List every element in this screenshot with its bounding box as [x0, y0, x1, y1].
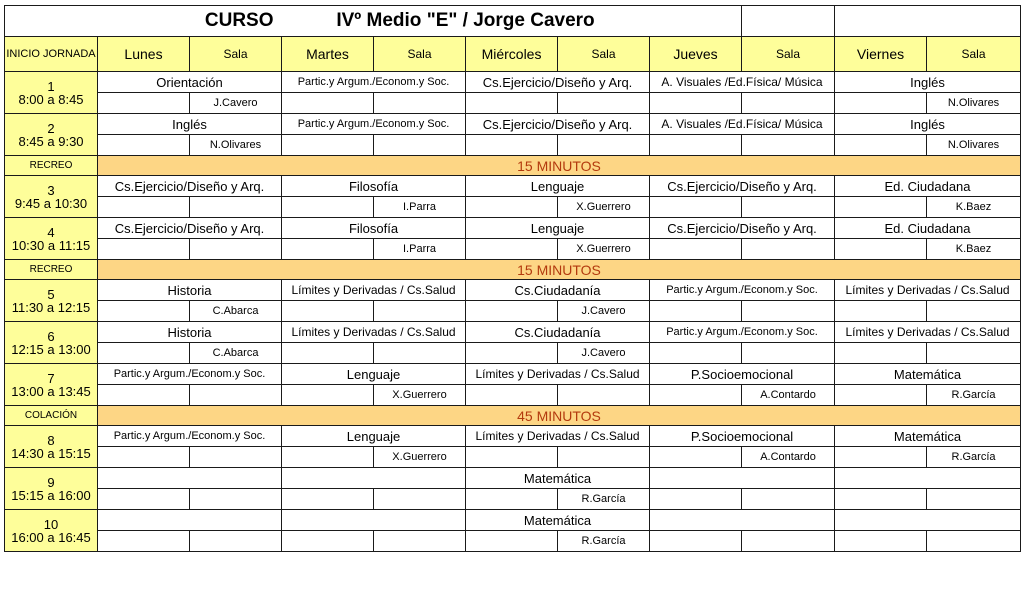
teacher-cell: K.Baez: [927, 197, 1021, 218]
curso-label: CURSO: [5, 6, 282, 37]
break-label: RECREO: [5, 156, 98, 176]
break-duration: 45 MINUTOS: [98, 406, 1021, 426]
subject-cell: Lenguaje: [466, 218, 650, 239]
slot-time: 16:00 a 16:45: [11, 529, 91, 545]
subject-cell: Partic.y Argum./Econom.y Soc.: [650, 280, 835, 301]
slot-time: 9:45 a 10:30: [14, 195, 88, 211]
subject-row: [5, 364, 1021, 385]
slot-number: 10: [43, 516, 59, 532]
subject-cell: Matemática: [466, 510, 650, 531]
subject-cell: Partic.y Argum./Econom.y Soc.: [282, 72, 466, 93]
schedule-sheet: [4, 5, 1020, 552]
subject-cell: Cs.Ejercicio/Diseño y Arq.: [650, 176, 835, 197]
teacher-cell: N.Olivares: [190, 135, 282, 156]
subject-row: [5, 468, 1021, 489]
sala-header: Sala: [742, 37, 835, 72]
teacher-cell: J.Cavero: [558, 343, 650, 364]
slot-number: 5: [47, 286, 55, 302]
subject-cell: Ed. Ciudadana: [835, 176, 1021, 197]
subject-row: [5, 426, 1021, 447]
slot-time: 13:00 a 13:45: [11, 383, 91, 399]
subject-cell: Cs.Ciudadanía: [466, 322, 650, 343]
teacher-cell: A.Contardo: [742, 447, 835, 468]
time-slot-4: [5, 218, 98, 260]
subject-cell: Filosofía: [282, 176, 466, 197]
slot-number: 3: [47, 182, 55, 198]
subject-cell: Cs.Ejercicio/Diseño y Arq.: [650, 218, 835, 239]
teacher-cell: N.Olivares: [927, 93, 1021, 114]
teacher-cell: X.Guerrero: [558, 239, 650, 260]
subject-cell: Partic.y Argum./Econom.y Soc.: [650, 322, 835, 343]
subject-cell: Matemática: [835, 426, 1021, 447]
subject-cell: Inglés: [98, 114, 282, 135]
break-row: [5, 406, 1021, 426]
day-header-miercoles: Miércoles: [466, 37, 558, 72]
slot-number: 7: [47, 370, 55, 386]
time-slot-1: [5, 72, 98, 114]
teacher-cell: R.García: [927, 447, 1021, 468]
break-row: [5, 156, 1021, 176]
subject-row: [5, 510, 1021, 531]
break-duration: 15 MINUTOS: [98, 156, 1021, 176]
teacher-cell: X.Guerrero: [374, 385, 466, 406]
subject-cell: Filosofía: [282, 218, 466, 239]
subject-cell: P.Socioemocional: [650, 426, 835, 447]
subject-cell: Lenguaje: [282, 364, 466, 385]
day-header-martes: Martes: [282, 37, 374, 72]
subject-cell: Límites y Derivadas / Cs.Salud: [282, 280, 466, 301]
subject-cell: Partic.y Argum./Econom.y Soc.: [98, 364, 282, 385]
subject-cell: Límites y Derivadas / Cs.Salud: [835, 322, 1021, 343]
header-row: [5, 37, 1021, 72]
subject-cell: Lenguaje: [466, 176, 650, 197]
day-header-viernes: Viernes: [835, 37, 927, 72]
subject-cell: Cs.Ciudadanía: [466, 280, 650, 301]
subject-cell: Matemática: [835, 364, 1021, 385]
teacher-cell: I.Parra: [374, 197, 466, 218]
slot-number: 6: [47, 328, 55, 344]
sala-header: Sala: [190, 37, 282, 72]
teacher-cell: R.García: [927, 385, 1021, 406]
time-slot-7: [5, 364, 98, 406]
teacher-row: [5, 197, 1021, 218]
subject-row: [5, 114, 1021, 135]
subject-cell: Inglés: [835, 72, 1021, 93]
slot-number: 8: [47, 432, 55, 448]
subject-row: [5, 218, 1021, 239]
teacher-cell: C.Abarca: [190, 301, 282, 322]
time-slot-10: [5, 510, 98, 552]
break-label: RECREO: [5, 260, 98, 280]
schedule-table: [4, 5, 1021, 552]
teacher-cell: J.Cavero: [558, 301, 650, 322]
time-slot-6: [5, 322, 98, 364]
day-header-lunes: Lunes: [98, 37, 190, 72]
teacher-row: [5, 239, 1021, 260]
subject-cell: Matemática: [466, 468, 650, 489]
teacher-cell: I.Parra: [374, 239, 466, 260]
subject-cell: P.Socioemocional: [650, 364, 835, 385]
subject-cell: Cs.Ejercicio/Diseño y Arq.: [98, 218, 282, 239]
subject-cell: Orientación: [98, 72, 282, 93]
teacher-row: [5, 135, 1021, 156]
subject-cell: Cs.Ejercicio/Diseño y Arq.: [466, 114, 650, 135]
teacher-cell: N.Olivares: [927, 135, 1021, 156]
teacher-cell: K.Baez: [927, 239, 1021, 260]
teacher-row: [5, 343, 1021, 364]
time-slot-3: [5, 176, 98, 218]
subject-cell: Límites y Derivadas / Cs.Salud: [466, 426, 650, 447]
teacher-row: [5, 447, 1021, 468]
subject-cell: A. Visuales /Ed.Física/ Música: [650, 72, 835, 93]
subject-row: [5, 72, 1021, 93]
teacher-cell: X.Guerrero: [374, 447, 466, 468]
subject-cell: Ed. Ciudadana: [835, 218, 1021, 239]
subject-cell: Historia: [98, 280, 282, 301]
title-row: [5, 6, 1021, 37]
inicio-jornada-header: INICIO JORNADA: [5, 37, 98, 72]
sala-header: Sala: [927, 37, 1021, 72]
teacher-row: [5, 93, 1021, 114]
subject-cell: Límites y Derivadas / Cs.Salud: [282, 322, 466, 343]
teacher-cell: A.Contardo: [742, 385, 835, 406]
time-slot-5: [5, 280, 98, 322]
teacher-cell: R.García: [558, 489, 650, 510]
slot-time: 11:30 a 12:15: [11, 299, 91, 315]
slot-time: 10:30 a 11:15: [11, 237, 91, 253]
teacher-cell: R.García: [558, 531, 650, 552]
subject-cell: Partic.y Argum./Econom.y Soc.: [282, 114, 466, 135]
slot-time: 12:15 a 13:00: [11, 341, 91, 357]
subject-cell: Cs.Ejercicio/Diseño y Arq.: [98, 176, 282, 197]
sala-header: Sala: [558, 37, 650, 72]
time-slot-9: [5, 468, 98, 510]
sala-header: Sala: [374, 37, 466, 72]
slot-number: 9: [47, 474, 55, 490]
subject-row: [5, 322, 1021, 343]
slot-time: 8:45 a 9:30: [18, 133, 84, 149]
subject-row: [5, 176, 1021, 197]
slot-number: 2: [47, 120, 55, 136]
day-header-jueves: Jueves: [650, 37, 742, 72]
break-label: COLACIÓN: [5, 406, 98, 426]
slot-time: 14:30 a 15:15: [11, 445, 91, 461]
subject-cell: Cs.Ejercicio/Diseño y Arq.: [466, 72, 650, 93]
break-row: [5, 260, 1021, 280]
time-slot-2: [5, 114, 98, 156]
time-slot-8: [5, 426, 98, 468]
teacher-row: [5, 385, 1021, 406]
slot-number: 4: [47, 224, 55, 240]
teacher-row: [5, 489, 1021, 510]
subject-cell: Partic.y Argum./Econom.y Soc.: [98, 426, 282, 447]
subject-cell: Límites y Derivadas / Cs.Salud: [466, 364, 650, 385]
grupo-title: IVº Medio "E" / Jorge Cavero: [282, 6, 650, 37]
break-duration: 15 MINUTOS: [98, 260, 1021, 280]
subject-cell: Límites y Derivadas / Cs.Salud: [835, 280, 1021, 301]
slot-time: 15:15 a 16:00: [11, 487, 91, 503]
teacher-cell: C.Abarca: [190, 343, 282, 364]
teacher-row: [5, 301, 1021, 322]
slot-number: 1: [47, 78, 55, 94]
teacher-cell: J.Cavero: [190, 93, 282, 114]
subject-row: [5, 280, 1021, 301]
slot-time: 8:00 a 8:45: [18, 91, 84, 107]
teacher-cell: X.Guerrero: [558, 197, 650, 218]
subject-cell: Inglés: [835, 114, 1021, 135]
subject-cell: Historia: [98, 322, 282, 343]
subject-cell: Lenguaje: [282, 426, 466, 447]
subject-cell: A. Visuales /Ed.Física/ Música: [650, 114, 835, 135]
teacher-row: [5, 531, 1021, 552]
